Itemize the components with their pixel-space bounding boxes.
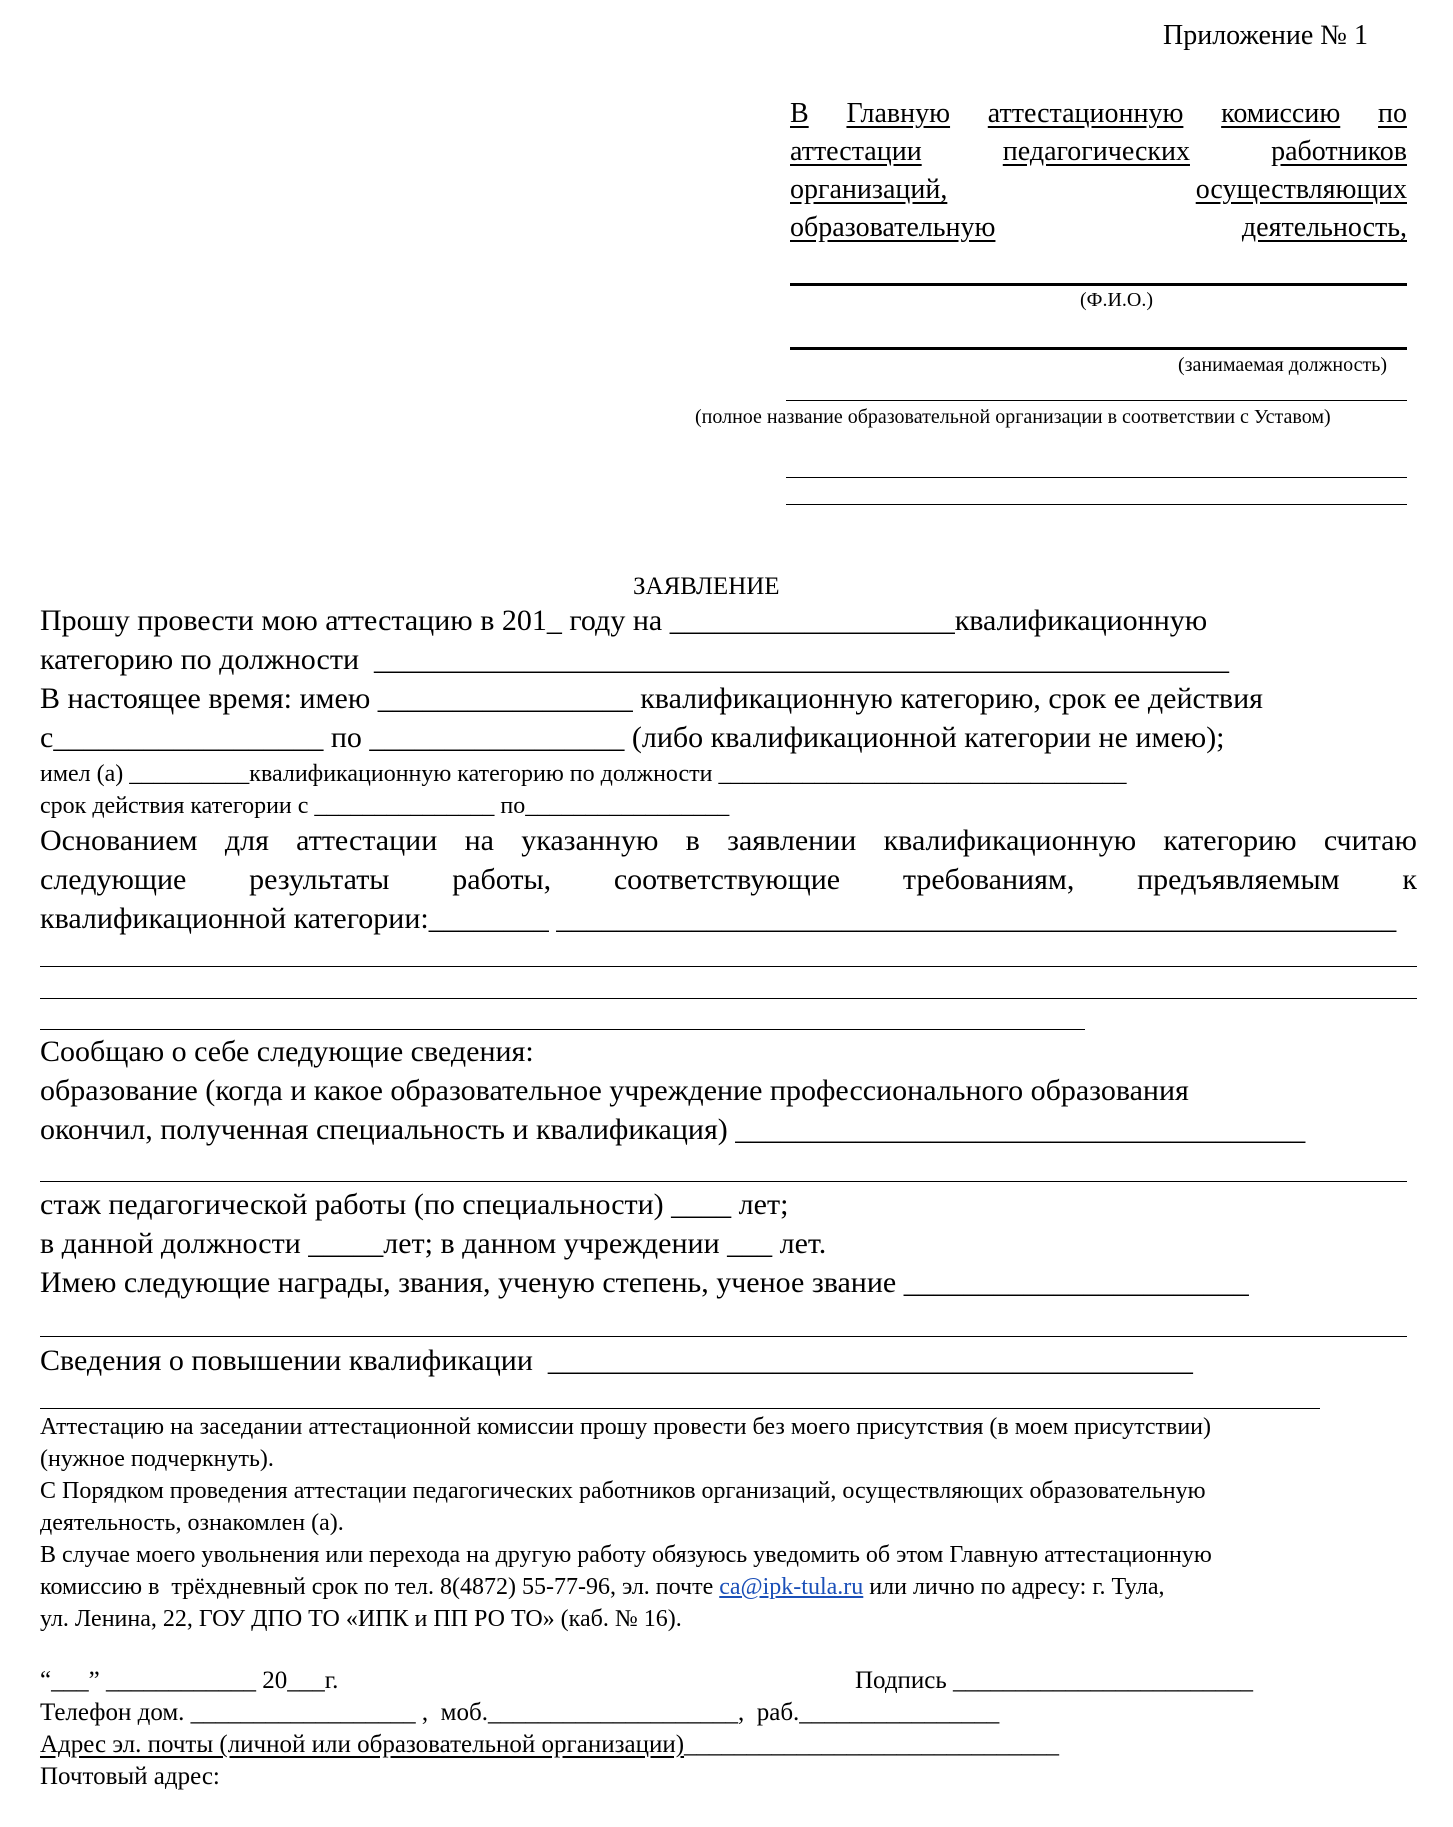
signature-field[interactable]: Подпись ________________________ xyxy=(855,1667,1254,1694)
body-line-6: срок действия категории с _______________ по_________________ xyxy=(40,793,730,819)
addressee-word: аттестации xyxy=(790,136,922,167)
basis-word: считаю xyxy=(1323,824,1417,857)
position-line[interactable] xyxy=(790,347,1407,350)
results-line-2[interactable] xyxy=(40,998,1417,999)
position-label: (занимаемая должность) xyxy=(1178,354,1388,376)
note-1b: (нужное подчеркнуть). xyxy=(40,1446,274,1472)
addressee-word: Главную xyxy=(846,98,951,129)
body-line-2: категорию по должности _________________________________________________________ xyxy=(40,643,1230,676)
note-3b xyxy=(40,1575,1165,1599)
education-line-1: образование (когда и какое образовательное учреждение профессионального образования xyxy=(40,1074,1189,1107)
experience-line-2: в данной должности _____лет; в данном учреждении ___ лет. xyxy=(40,1227,827,1260)
basis-word: требованиям, xyxy=(902,863,1075,896)
body-line-5: имел (а) __________квалификационную категорию по должности __________________________________ xyxy=(40,761,1127,787)
org-line[interactable] xyxy=(786,400,1407,401)
basis-word: квалификационную xyxy=(883,824,1137,857)
basis-word: предъявляемым xyxy=(1137,863,1340,896)
results-line-1[interactable] xyxy=(40,966,1417,967)
awards-line: Имею следующие награды, звания, ученую степень, ученое звание _______________________ xyxy=(40,1266,1249,1299)
note-1a-text: Аттестацию на заседании аттестационной комиссии прошу провести без моего присутствия (в моем присутствии) xyxy=(40,1414,1211,1440)
info-title: Сообщаю о себе следующие сведения: xyxy=(40,1035,534,1068)
email-row[interactable] xyxy=(40,1732,1059,1757)
extra-line-1[interactable] xyxy=(786,477,1407,478)
note-3b-pre: комиссию в трёхдневный срок по тел. 8(4872) 55-77-96, эл. почте xyxy=(40,1574,720,1600)
qualification-line-blank[interactable] xyxy=(40,1408,1320,1409)
basis-word: категорию xyxy=(1163,824,1297,857)
postal-address-label: Почтовый адрес: xyxy=(40,1763,220,1790)
addressee-word: деятельность, xyxy=(1241,212,1407,243)
addressee-line-4 xyxy=(790,214,1407,242)
body-line-1: Прошу провести мою аттестацию в 201_ году на ___________________квалификационную xyxy=(40,604,1208,637)
body-line-3: В настоящее время: имею _________________ квалификационную категорию, срок ее действия xyxy=(40,682,1263,715)
note-2a: С Порядком проведения аттестации педагогических работников организаций, осуществляющих образовательную xyxy=(40,1478,1206,1504)
date-field[interactable]: “___” ____________ 20___г. xyxy=(40,1667,339,1694)
basis-word: аттестации xyxy=(296,824,438,857)
basis-word: результаты xyxy=(249,863,390,896)
org-label: (полное название образовательной организации в соответствии с Уставом) xyxy=(695,406,1331,428)
note-1a xyxy=(40,1415,1417,1439)
results-line-3[interactable] xyxy=(40,1029,1085,1030)
phone-fields[interactable]: Телефон дом. __________________ , моб.____________________, раб.________________ xyxy=(40,1699,1000,1726)
addressee-word: комиссию xyxy=(1221,98,1341,129)
experience-line-1: стаж педагогической работы (по специальности) ____ лет; xyxy=(40,1188,789,1221)
basis-line-3: квалификационной категории:________ ________________________________________________________ xyxy=(40,902,1397,935)
body-line-4: с__________________ по _________________ (либо квалификационной категории не имею); xyxy=(40,721,1225,754)
note-3a: В случае моего увольнения или перехода на другую работу обязуюсь уведомить об этом Главную аттестационную xyxy=(40,1542,1212,1568)
basis-word: заявлении xyxy=(727,824,857,857)
extra-line-2[interactable] xyxy=(786,504,1407,505)
note-3c: ул. Ленина, 22, ГОУ ДПО ТО «ИПК и ПП РО ТО» (каб. № 16). xyxy=(40,1606,682,1632)
appendix-label: Приложение № 1 xyxy=(1163,20,1368,51)
qualification-line: Сведения о повышении квалификации ___________________________________________ xyxy=(40,1344,1193,1377)
basis-word: к xyxy=(1402,863,1417,896)
addressee-word: педагогических xyxy=(1002,136,1190,167)
addressee-line-3 xyxy=(790,176,1407,204)
basis-word: Основанием xyxy=(40,824,198,857)
basis-word: соответствующие xyxy=(613,863,841,896)
addressee-word: образовательную xyxy=(790,212,996,243)
education-line-2: окончил, полученная специальность и квалификация) ______________________________________ xyxy=(40,1113,1306,1146)
basis-line-2 xyxy=(40,865,1417,895)
basis-word: для xyxy=(224,824,269,857)
fio-line[interactable] xyxy=(790,283,1407,286)
addressee-word: организаций, xyxy=(790,174,948,205)
basis-word: в xyxy=(685,824,700,857)
addressee-word: осуществляющих xyxy=(1195,174,1407,205)
note-3b-post: или лично по адресу: г. Тула, xyxy=(863,1574,1165,1600)
email-link[interactable]: ca@ipk-tula.ru xyxy=(719,1574,864,1600)
addressee-word: В xyxy=(790,98,809,129)
awards-line-blank[interactable] xyxy=(40,1336,1407,1337)
addressee-line-2 xyxy=(790,138,1407,166)
statement-title: ЗАЯВЛЕНИЕ xyxy=(633,573,780,600)
basis-word: на xyxy=(464,824,494,857)
email-blank[interactable]: ______________________________ xyxy=(684,1731,1060,1758)
education-line-blank[interactable] xyxy=(40,1181,1407,1182)
basis-line-1 xyxy=(40,826,1417,856)
note-2b: деятельность, ознакомлен (а). xyxy=(40,1510,344,1536)
addressee-word: по xyxy=(1378,98,1407,129)
basis-word: работы, xyxy=(452,863,552,896)
addressee-word: аттестационную xyxy=(987,98,1184,129)
fio-label: (Ф.И.О.) xyxy=(1080,289,1154,311)
email-label: Адрес эл. почты (личной или образовательной организации) xyxy=(40,1731,685,1758)
basis-word: указанную xyxy=(521,824,659,857)
addressee-line-1 xyxy=(790,100,1407,128)
basis-word: следующие xyxy=(40,863,187,896)
addressee-word: работников xyxy=(1271,136,1407,167)
